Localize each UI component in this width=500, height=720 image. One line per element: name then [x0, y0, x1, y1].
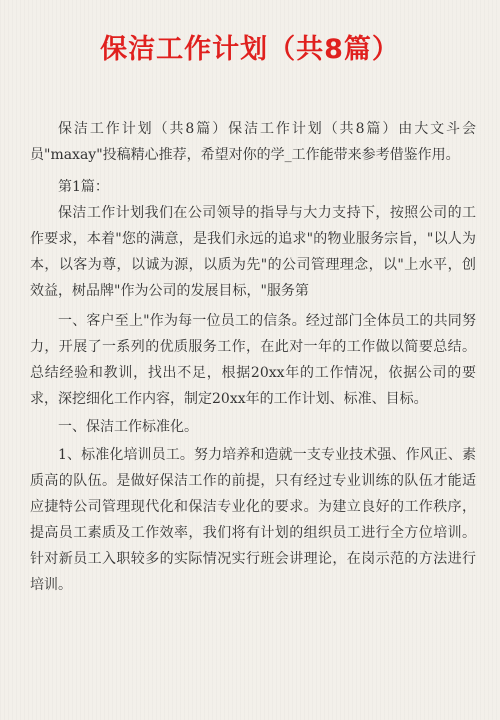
body-paragraph: 一、客户至上"作为每一位员工的信条。经过部门全体员工的共同努力，开展了一系列的优质服务工作，在此对一年的工作做以简要总结。总结经验和教训，找出不足，根据20xx年的工作情况，依据公司的要求，深挖细化工作内容，制定20xx年的工作计划、标准、目标。: [30, 313, 476, 407]
subsection-heading: 一、保洁工作标准化。: [58, 419, 198, 435]
document-title: 保洁工作计划（共8篇）: [100, 34, 400, 65]
section-heading: 第1篇：: [58, 179, 109, 195]
body-paragraph: 1、标准化培训员工。努力培养和造就一支专业技术强、作风正、素质高的队伍。是做好保洁工作的前提，只有经过专业训练的队伍才能适应捷特公司管理现代化和保洁专业化的要求。为建立良好的工作秩序，提高员工素质及工作效率，我们将有计划的组织员工进行全方位培训。针对新员工入职较多的实际情况实行班会讲理论，在岗示范的方法进行培训。: [30, 447, 476, 593]
body-paragraph: 保洁工作计划我们在公司领导的指导与大力支持下，按照公司的工作要求，本着"您的满意，是我们永远的追求"的物业服务宗旨，"以人为本，以客为尊，以诚为源，以质为先"的公司管理理念，以"上水平，创效益，树品牌"作为公司的发展目标，"服务第: [30, 205, 476, 299]
document-body: [30, 116, 476, 598]
intro-paragraph: 保洁工作计划（共8篇）保洁工作计划（共8篇）由大文斗会员"maxay"投稿精心推荐，希望对你的学_工作能带来参考借鉴作用。: [30, 121, 476, 163]
